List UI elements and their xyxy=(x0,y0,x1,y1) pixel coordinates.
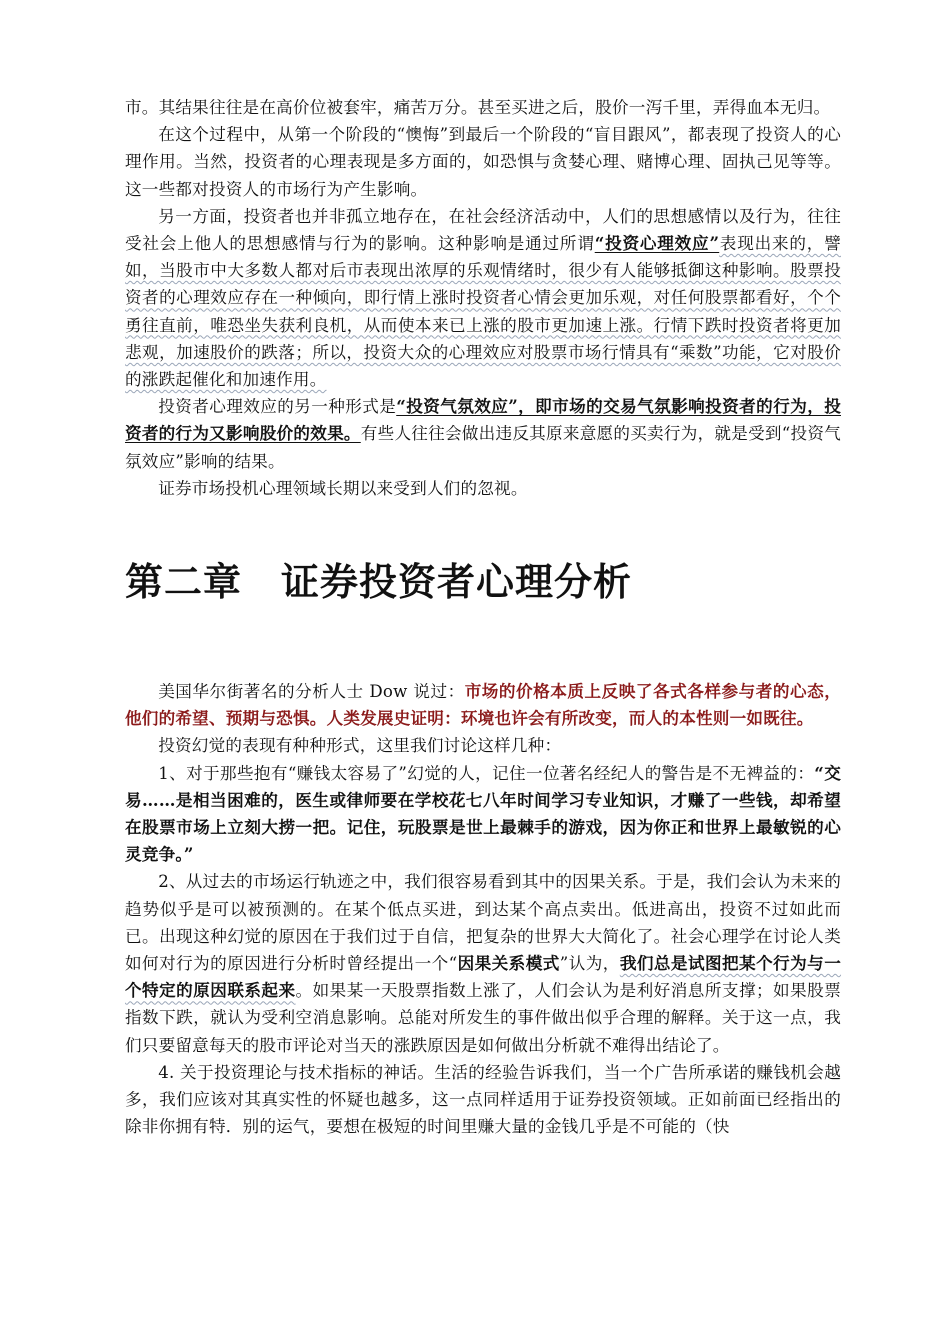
paragraph-3-text-a: 另一方面，投资者也并非孤立地存在，在社会经济活动中，人们的思想感情以及行为，往往受社会上他人的思想感情与行为的影响。这种影响是通过所谓 xyxy=(125,206,841,254)
paragraph-8 xyxy=(125,760,841,869)
paragraph-4 xyxy=(125,393,841,475)
term-causal-model: 因果关系模式 xyxy=(457,953,560,974)
broker-warning-quote: “交易……是相当困难的，医生或律师要在学校花七八年时间学习专业知识，才赚了一些钱，却希望在股票市场上立刻大捞一把。记住，玩股票是世上最棘手的游戏，因为你正和世界上最敏锐的心灵竞争。” xyxy=(125,762,841,865)
paragraph-9-text-e: 。如果某一天股票指数上涨了，人们会认为是利好消息所支撑；如果股票指数下跌，就认为受利空消息影响。总能对所发生的事件做出似乎合理的解释。关于这一点，我们只要留意每天的股市评论对当天的涨跌原因是如何做出分析就不难得出结论了。 xyxy=(125,981,842,1055)
spacer xyxy=(125,604,841,678)
term-investment-atmosphere-effect: “投资气氛效应”，即市场的交易气氛影响投资者的行为，投资者的行为又影响股价的效果。 xyxy=(125,396,841,444)
paragraph-9-emphasis: 我们总是试图把某个行为与一个特定的原因联系起来 xyxy=(125,953,842,1001)
paragraph-4-text-a: 投资者心理效应的另一种形式是 xyxy=(158,397,397,417)
term-investment-psychology-effect: “投资心理效应” xyxy=(594,233,720,254)
paragraph-2: 在这个过程中，从第一个阶段的“懊悔”到最后一个阶段的“盲目跟风”，都表现了投资人的心理作用。当然，投资者的心理表现是多方面的，如恐惧与贪婪心理、赌博心理、固执己见等等。这一些都对投资人的市场行为产生影响。 xyxy=(125,125,841,199)
paragraph-3-text-c: 表现出来的，譬如，当股市中大多数人都对后市表现出浓厚的乐观情绪时，很少有人能够抵御这种影响。股票投资者的心理效应存在一种倾向，即行情上涨时投资者心情会更加乐观，对任何股票都看好，个个勇往直前，唯恐坐失获利良机，从而使本来已上涨的股市更加速上涨。行情下跌时投资者将更加悲观，加速股价的跌落；所以，投资大众的心理效应对股票市场行情具有“乘数”功能，它对股价的涨跌起催化和加速作用。 xyxy=(125,234,841,390)
paragraph-5: 证券市场投机心理领域长期以来受到人们的忽视。 xyxy=(158,478,528,498)
paragraph-9-text-a: 2、从过去的市场运行轨迹之中，我们很容易看到其中的因果关系。于是，我们会认为未来的趋势似乎是可以被预测的。在某个低点买进，到达某个高点卖出。低进高出，投资不过如此而已。出现这种幻觉的原因在于我们过于自信，把复杂的世界大大简化了。社会心理学在讨论人类如何对行为的原因进行分析时曾经提出一个“ xyxy=(125,872,841,974)
paragraph-9-text-c: ”认为， xyxy=(559,954,620,974)
paragraph-10: 4. 关于投资理论与技术指标的神话。生活的经验告诉我们，当一个广告所承诺的赚钱机会越多，我们应该对其真实性的怀疑也越多，这一点同样适用于证券投资领域。正如前面已经指出的除非你拥有特．别的运气，要想在极短的时间里赚大量的金钱几乎是不可能的（快 xyxy=(125,1062,841,1137)
paragraph-1: 市。其结果往往是在高价位被套牢，痛苦万分。甚至买进之后，股价一泻千里，弄得血本无归。 xyxy=(125,98,831,117)
paragraph-3 xyxy=(125,203,841,393)
paragraph-7: 投资幻觉的表现有种种形式，这里我们讨论这样几种： xyxy=(158,736,562,756)
dow-quote: 市场的价格本质上反映了各式各样参与者的心态，他们的希望、预期与恐惧。人类发展史证明：环境也许会有所改变，而人的本性则一如既往。 xyxy=(125,681,841,729)
chapter-title: 第二章 证券投资者心理分析 xyxy=(125,560,633,605)
paragraph-8-text-a: 1、对于那些抱有“赚钱太容易了”幻觉的人，记住一位著名经纪人的警告是不无裨益的： xyxy=(158,763,815,783)
document-page xyxy=(125,94,841,1141)
paragraph-6 xyxy=(125,678,841,732)
paragraph-4-text-c: 有些人往往会做出违反其原来意愿的买卖行为，就是受到“投资气氛效应”影响的结果。 xyxy=(125,424,841,471)
paragraph-9 xyxy=(125,868,841,1058)
paragraph-6-text-a: 美国华尔街著名的分析人士 Dow 说过： xyxy=(158,682,465,702)
